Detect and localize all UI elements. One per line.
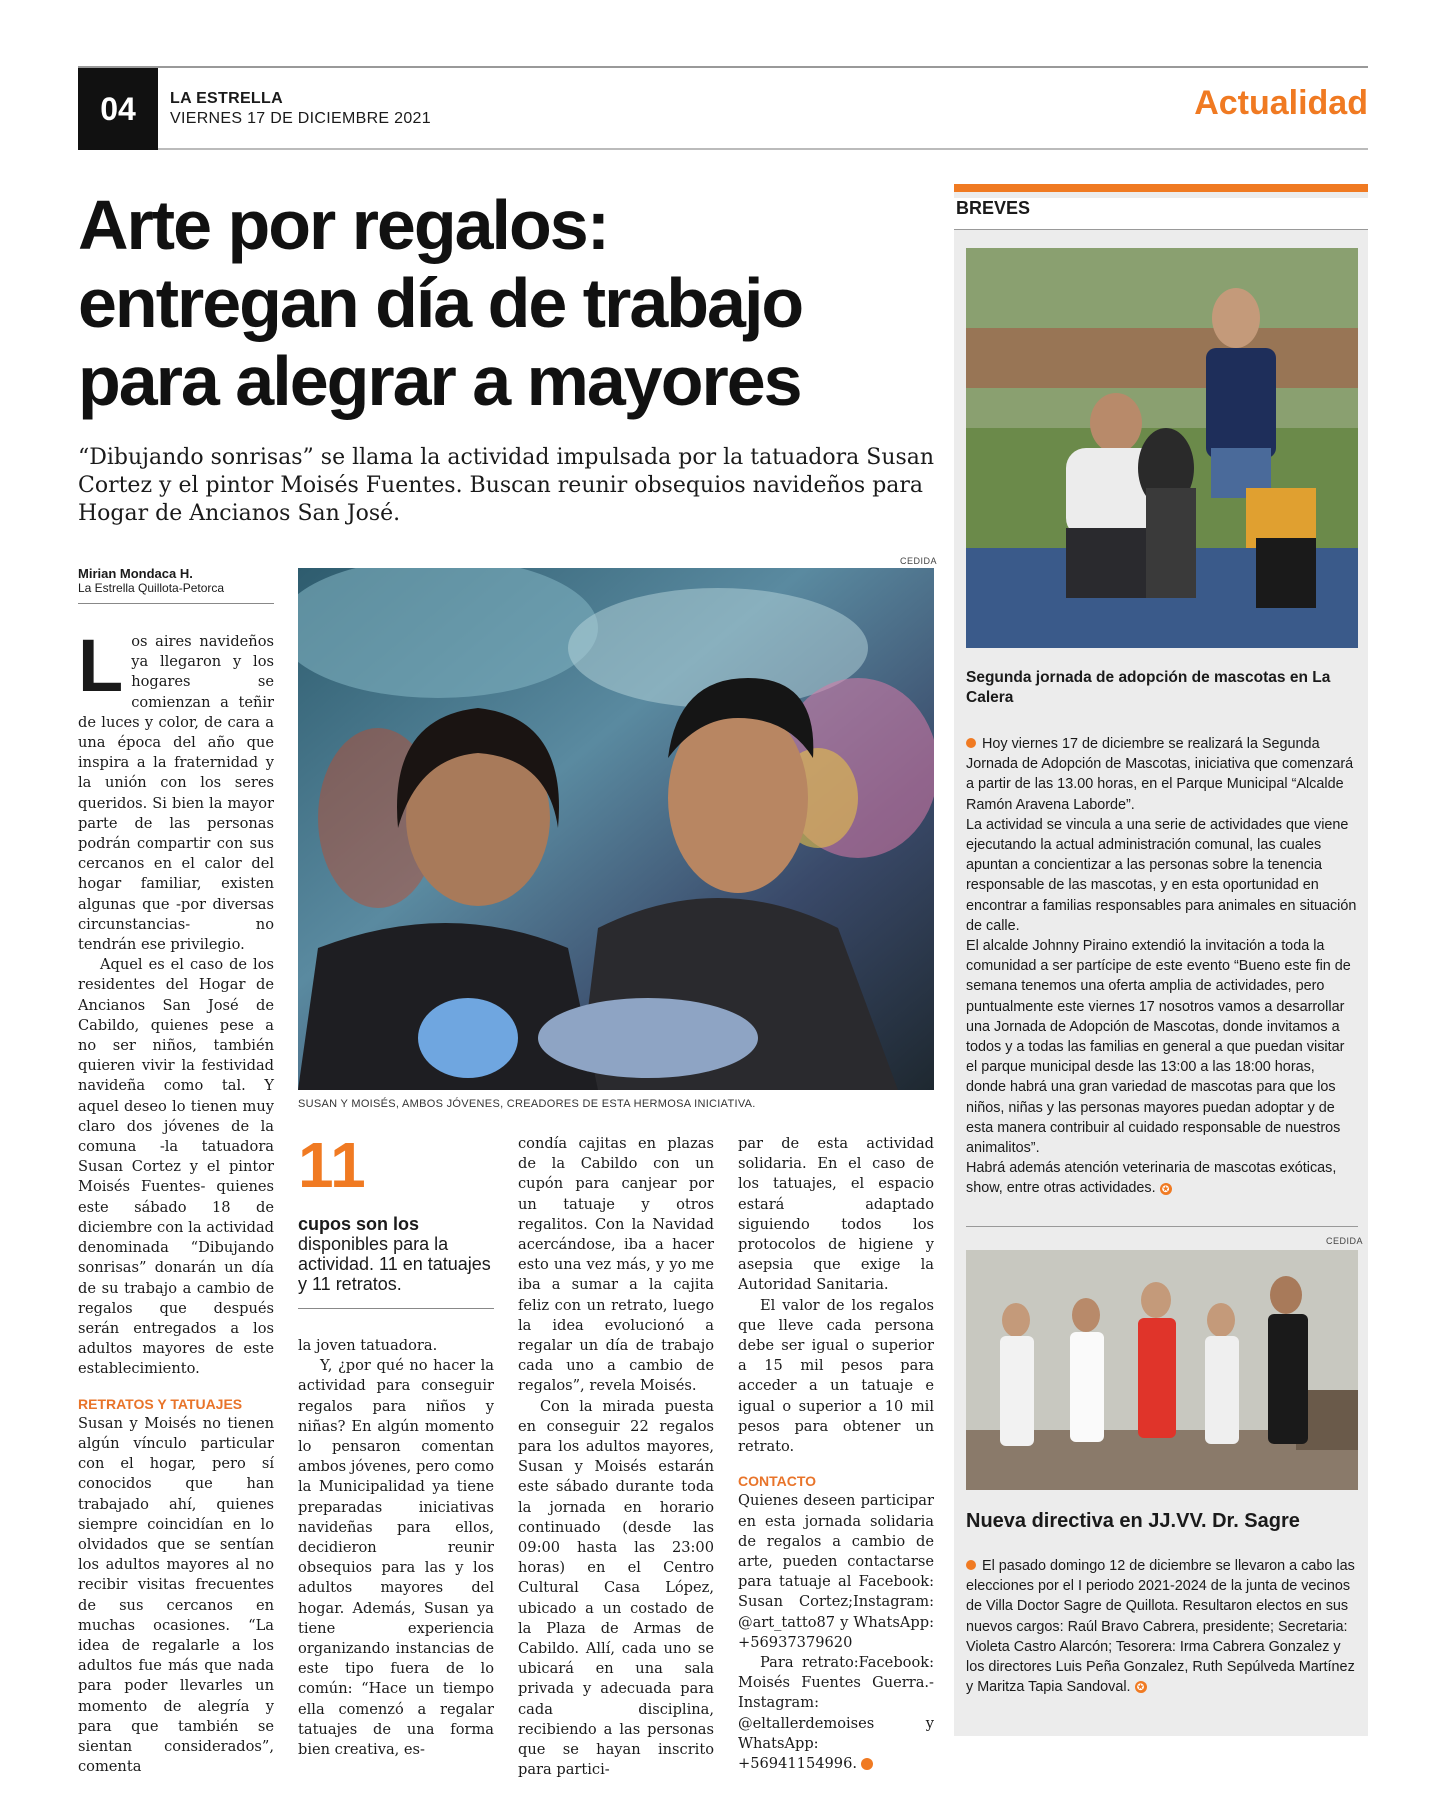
photo-credit: CEDIDA [900, 556, 938, 566]
paragraph-text: Habrá además atención veterinaria de mascotas exóticas, show, entre otras actividades. [966, 1160, 1337, 1197]
photo-credit: CEDIDA [1326, 1236, 1364, 1246]
fact-bold: cupos son los [298, 1214, 420, 1234]
author-name: Mirian Mondaca H. [78, 566, 193, 581]
paragraph: La actividad se vincula a una serie de actividades que viene ejecutando la actual administración comunal, las cuales apuntan a concientizar a las personas sobre la tenencia responsable de las mascotas, y en esta oportunidad en encontrar a familias responsables para animales en situación de calle. [966, 816, 1357, 934]
bullet-dot-icon [966, 738, 976, 748]
paragraph [78, 624, 274, 955]
paragraph-text: Hoy viernes 17 de diciembre se realizará la Segunda Jornada de Adopción de Mascotas, iniciativa que comenzará a partir de las 13.00 horas, en el Parque Municipal “Alcalde Ramón Aravena Laborde”. [966, 736, 1354, 813]
paragraph: Susan y Moisés no tienen algún vínculo particular con el hogar, pero sí conocidos que han trabajado ahí, quienes siempre coincidían en lo olvidados que se sentían los adultos mayores al no recibir visitas frecuentes de sus cercanos en muchas ocasiones. “La idea de regalarle a los adultos fue más que nada para poder llevarles un momento de alegría y para que también se sientan considerados”, comenta [78, 1414, 274, 1776]
paragraph: Quienes deseen participar en esta jornada solidaria de regalos a cambio de arte, pueden contactarse para tatuaje al Facebook: Susan Cortez;Instagram: @art_tatto87 y WhatsApp: +56937379620 [738, 1492, 934, 1651]
paragraph [966, 1158, 1358, 1198]
end-mark-icon: ✪ [1160, 1183, 1172, 1195]
adoption-illustration [966, 248, 1358, 648]
paragraph: Aquel es el caso de los residentes del Hogar de Ancianos San José de Cabildo, quienes pese a no ser niños, también quieren vivir la festividad navideña como tal. Y aquel deseo lo tienen muy claro dos jóvenes de la comuna -la tatuadora Susan Cortez y el pintor Moisés Fuentes- quienes este sábado 18 de diciembre con la actividad denominada “Dibujando sonrisas” donarán un día de su trabajo a cambio de regalos que después serán entregados a los adultos mayores de este establecimiento. [78, 956, 274, 1378]
newspaper-name: LA ESTRELLA [170, 90, 283, 107]
paragraph: Y, ¿por qué no hacer la actividad para conseguir regalos para niños y niñas? En algún momento lo pensaron comentan ambos jóvenes, pero como la Municipalidad ya tiene preparadas iniciativas navideñas para ellos, decidieron reunir obsequios para las y los adultos mayores del hogar. Además, Susan ya tiene experiencia organizando instancias de este tipo fuera de lo común: “Hace un tiempo ella comenzó a regalar tatuajes de una forma bien creativa, es- [298, 1357, 494, 1759]
headline-line: Arte por regalos: [78, 186, 608, 264]
group-illustration [966, 1250, 1358, 1490]
page-number: 04 [78, 68, 158, 150]
paragraph: Con la mirada puesta en conseguir 22 regalos para los adultos mayores, Susan y Moisés estarán este sábado durante toda la jornada en horario continuado (desde las 09:00 hasta las 23:00 horas) en el Centro Cultural Casa López, ubicado a un costado de la Plaza de Armas de Cabildo. Allí, cada uno se ubicará en una sala privada y adecuada para cada disciplina, recibiendo a las personas que se hayan inscrito para partici- [518, 1397, 714, 1779]
end-mark-icon: ✪ [861, 1758, 873, 1770]
paragraph-text: Para retrato:Facebook: Moisés Fuentes Guerra.- Instagram: @eltallerdemoises y WhatsApp: +56941154996. [738, 1654, 934, 1773]
paragraph-text: El pasado domingo 12 de diciembre se llevaron a cabo las elecciones por el I periodo 2021-2024 de la junta de vecinos de Villa Doctor Sagre de Quillota. Resultaron electos en sus nuevos cargos: Raúl Bravo Cabrera, presidente; Secretaria: Violeta Castro Alarcón; Tesorera: Irma Cabrera Gonzalez y los directores Luis Peña Gonzalez, Ruth Sepúlveda Martínez y Maritza Tapia Sandoval. [966, 1558, 1355, 1696]
paragraph [966, 1556, 1358, 1697]
paragraph: El alcalde Johnny Piraino extendió la invitación a toda la comunidad a ser partícipe de este evento “Bueno este fin de semana tenemos una oferta amplia de actividades, pero puntualmente este viernes 17 nosotros vamos a desarrollar una Jornada de Adopción de Mascotas, donde invitamos a todos y a todas las familias en general a que puedan visitar el parque municipal desde las 13:00 a las 18:00 horas, donde habrá una gran variedad de mascotas para que los niños, niñas y las personas mayores puedan adoptar y de esta manera contribuir al cuidado responsable de nuestros animalitos”. [966, 938, 1351, 1157]
page-header [78, 66, 1368, 150]
author-outlet: La Estrella Quillota-Petorca [78, 581, 225, 595]
brief-body [966, 734, 1358, 1199]
brief-title: Nueva directiva en JJ.VV. Dr. Sagre [966, 1510, 1300, 1532]
paragraph: la joven tatuadora. [298, 1337, 438, 1354]
paragraph-text: os aires navideños ya llegaron y los hogares se comienzan a teñir de luces y color, de cara a una época del año que inspira a la fraternidad y la unión con los seres queridos. Si bien la mayor parte de las personas podrán compartir con sus cercanos en el calor del hogar familiar, existen algunas que -por diversas circunstancias- no tendrán ese privilegio. [78, 633, 274, 954]
subheading: CONTACTO [738, 1473, 817, 1490]
section-label: Actualidad [1194, 84, 1368, 122]
headline [78, 186, 938, 420]
paragraph [966, 734, 1358, 815]
byline [78, 566, 274, 604]
subheading: RETRATOS Y TATUAJES [78, 1395, 243, 1412]
paragraph [738, 1653, 934, 1774]
issue-date: VIERNES 17 DE DICIEMBRE 2021 [170, 110, 431, 127]
article-column-1 [78, 624, 274, 1777]
fact-text [298, 1214, 494, 1294]
paragraph: El valor de los regalos que lleve cada persona debe ser igual o superior a 15 mil pesos para acceder a un tatuaje e igual o superior a 10 mil pesos para obtener un retrato. [738, 1296, 934, 1456]
article-column-4 [738, 1134, 934, 1774]
portrait-illustration [298, 568, 934, 1090]
fact-rest: disponibles para la actividad. 11 en tatuajes y 11 retratos. [298, 1234, 491, 1294]
bullet-dot-icon [966, 1560, 976, 1570]
adoption-photo [966, 248, 1358, 648]
article-column-3 [518, 1134, 714, 1781]
end-mark-icon: ✪ [1135, 1681, 1147, 1693]
fact-number: 11 [298, 1129, 366, 1201]
factbox [298, 1130, 494, 1309]
headline-line: para alegrar a mayores [78, 342, 801, 420]
article-deck: “Dibujando sonrisas” se llama la actividad impulsada por la tatuadora Susan Cortez y el pintor Moisés Fuentes. Buscan reunir obsequios navideños para Hogar de Ancianos San José. [78, 445, 935, 526]
photo-caption: SUSAN Y MOISÉS, AMBOS JÓVENES, CREADORES DE ESTA HERMOSA INICIATIVA. [298, 1098, 756, 1110]
directiva-photo [966, 1250, 1358, 1490]
brief-separator [966, 1226, 1358, 1227]
main-photo [298, 568, 934, 1090]
paragraph: par de esta actividad solidaria. En el caso de los tatuajes, el espacio estará adaptado siguiendo todos los protocolos de higiene y asepsia que exige la Autoridad Sanitaria. [738, 1135, 934, 1294]
drop-cap: L [78, 624, 124, 707]
brief-body [966, 1556, 1358, 1697]
brief-title: Segunda jornada de adopción de mascotas en La Calera [966, 669, 1331, 706]
headline-line: entregan día de trabajo [78, 264, 803, 342]
article-column-2 [298, 1336, 494, 1760]
sidebar-label: BREVES [954, 198, 1368, 230]
paragraph: condía cajitas en plazas de la Cabildo con un cupón para canjear por un tatuaje y otros regalitos. Con la Navidad acercándose, iba a hacer esto una vez más, y yo me iba a sumar a la cajita feliz con un retrato, luego la idea evolucionó a regalar un día de trabajo cada uno a cambio de regalos”, revela Moisés. [518, 1135, 714, 1395]
